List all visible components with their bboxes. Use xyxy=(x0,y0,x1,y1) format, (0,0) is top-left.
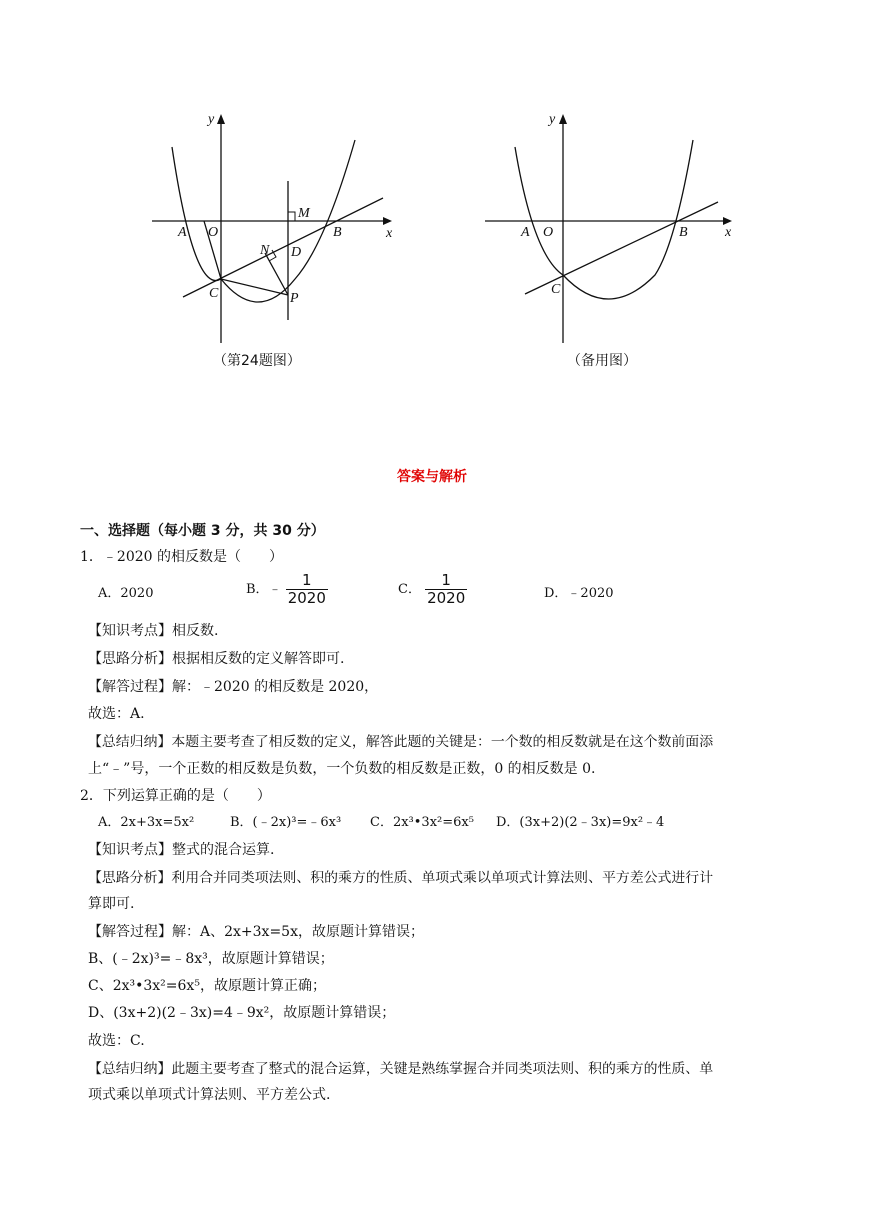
label-B: B xyxy=(333,225,342,240)
label-x: x xyxy=(386,226,393,241)
q1-choice: 故选：A. xyxy=(88,706,145,722)
label-O: O xyxy=(543,225,554,240)
label-B: B xyxy=(679,225,688,240)
q1-analysis: 【思路分析】根据相反数的定义解答即可. xyxy=(88,651,345,667)
q1-summary-line1: 【总结归纳】本题主要考查了相反数的定义，解答此题的关键是：一个数的相反数就是在这个数前面添 xyxy=(88,734,714,750)
q1-option-c-prefix: C． xyxy=(398,582,421,597)
q2-option-c: C．2x³•3x²=6x⁵ xyxy=(370,815,474,830)
q1-option-a: A．2020 xyxy=(98,586,154,601)
answer-title: 答案与解析 xyxy=(397,469,467,485)
section-heading: 一、选择题（每小题 3 分，共 30 分） xyxy=(80,523,325,539)
label-y: y xyxy=(208,112,215,127)
q1-solution: 【解答过程】解：﹣2020 的相反数是 2020， xyxy=(88,679,379,695)
q2-stem: 2．下列运算正确的是（ ） xyxy=(80,788,271,804)
q2-summary-line2: 项式乘以单项式计算法则、平方差公式. xyxy=(88,1087,331,1103)
q1-option-c-fraction xyxy=(425,572,467,607)
q1-knowledge: 【知识考点】相反数. xyxy=(88,623,219,639)
label-x: x xyxy=(725,225,732,240)
label-C: C xyxy=(551,282,561,297)
label-y: y xyxy=(549,112,556,127)
q1-option-b xyxy=(246,572,328,607)
q2-analysis-line1: 【思路分析】利用合并同类项法则、积的乘方的性质、单项式乘以单项式计算法则、平方差公式进行计 xyxy=(88,870,714,886)
label-C: C xyxy=(209,286,219,301)
q2-solution-d: D、(3x+2)(2﹣3x)=4﹣9x²，故原题计算错误； xyxy=(88,1005,396,1021)
label-N: N xyxy=(260,243,270,258)
figure-spare xyxy=(475,105,745,375)
q2-knowledge: 【知识考点】整式的混合运算. xyxy=(88,842,275,858)
fraction-denominator: 2020 xyxy=(427,589,466,607)
label-M: M xyxy=(298,206,310,221)
q2-option-b: B．(﹣2x)³=﹣6x³ xyxy=(230,815,342,830)
q2-option-a: A．2x+3x=5x² xyxy=(98,815,195,830)
q2-solution-c: C、2x³•3x²=6x⁵，故原题计算正确； xyxy=(88,978,326,994)
figure-24-caption: （第24题图） xyxy=(213,353,301,369)
q1-option-d: D．﹣2020 xyxy=(544,586,614,601)
q2-choice: 故选：C. xyxy=(88,1033,145,1049)
q2-solution-a: 【解答过程】解：A、2x+3x=5x，故原题计算错误； xyxy=(88,924,424,940)
label-O: O xyxy=(208,225,219,240)
q1-option-b-fraction xyxy=(286,572,328,607)
label-A: A xyxy=(521,225,530,240)
q2-option-d: D．(3x+2)(2﹣3x)=9x²﹣4 xyxy=(496,815,665,830)
q2-solution-b: B、(﹣2x)³=﹣8x³，故原题计算错误； xyxy=(88,951,334,967)
q1-stem: 1．﹣2020 的相反数是（ ） xyxy=(80,549,283,565)
figure-spare-graph xyxy=(475,105,745,375)
label-D: D xyxy=(291,245,302,260)
figure-24 xyxy=(140,105,400,375)
q1-summary-line2: 上“﹣”号，一个正数的相反数是负数，一个负数的相反数是正数，0 的相反数是 0. xyxy=(88,761,596,777)
figure-spare-caption: （备用图） xyxy=(567,353,637,369)
q2-analysis-line2: 算即可. xyxy=(88,896,135,912)
figure-24-graph xyxy=(140,105,400,375)
label-P: P xyxy=(290,291,299,306)
q2-summary-line1: 【总结归纳】此题主要考查了整式的混合运算，关键是熟练掌握合并同类项法则、积的乘方的性质、单 xyxy=(88,1061,714,1077)
q1-option-b-prefix: B．﹣ xyxy=(246,582,282,597)
fraction-numerator: 1 xyxy=(286,572,328,590)
fraction-denominator: 2020 xyxy=(287,589,326,607)
q1-option-c xyxy=(398,572,467,607)
label-A: A xyxy=(178,225,187,240)
fraction-numerator: 1 xyxy=(425,572,467,590)
